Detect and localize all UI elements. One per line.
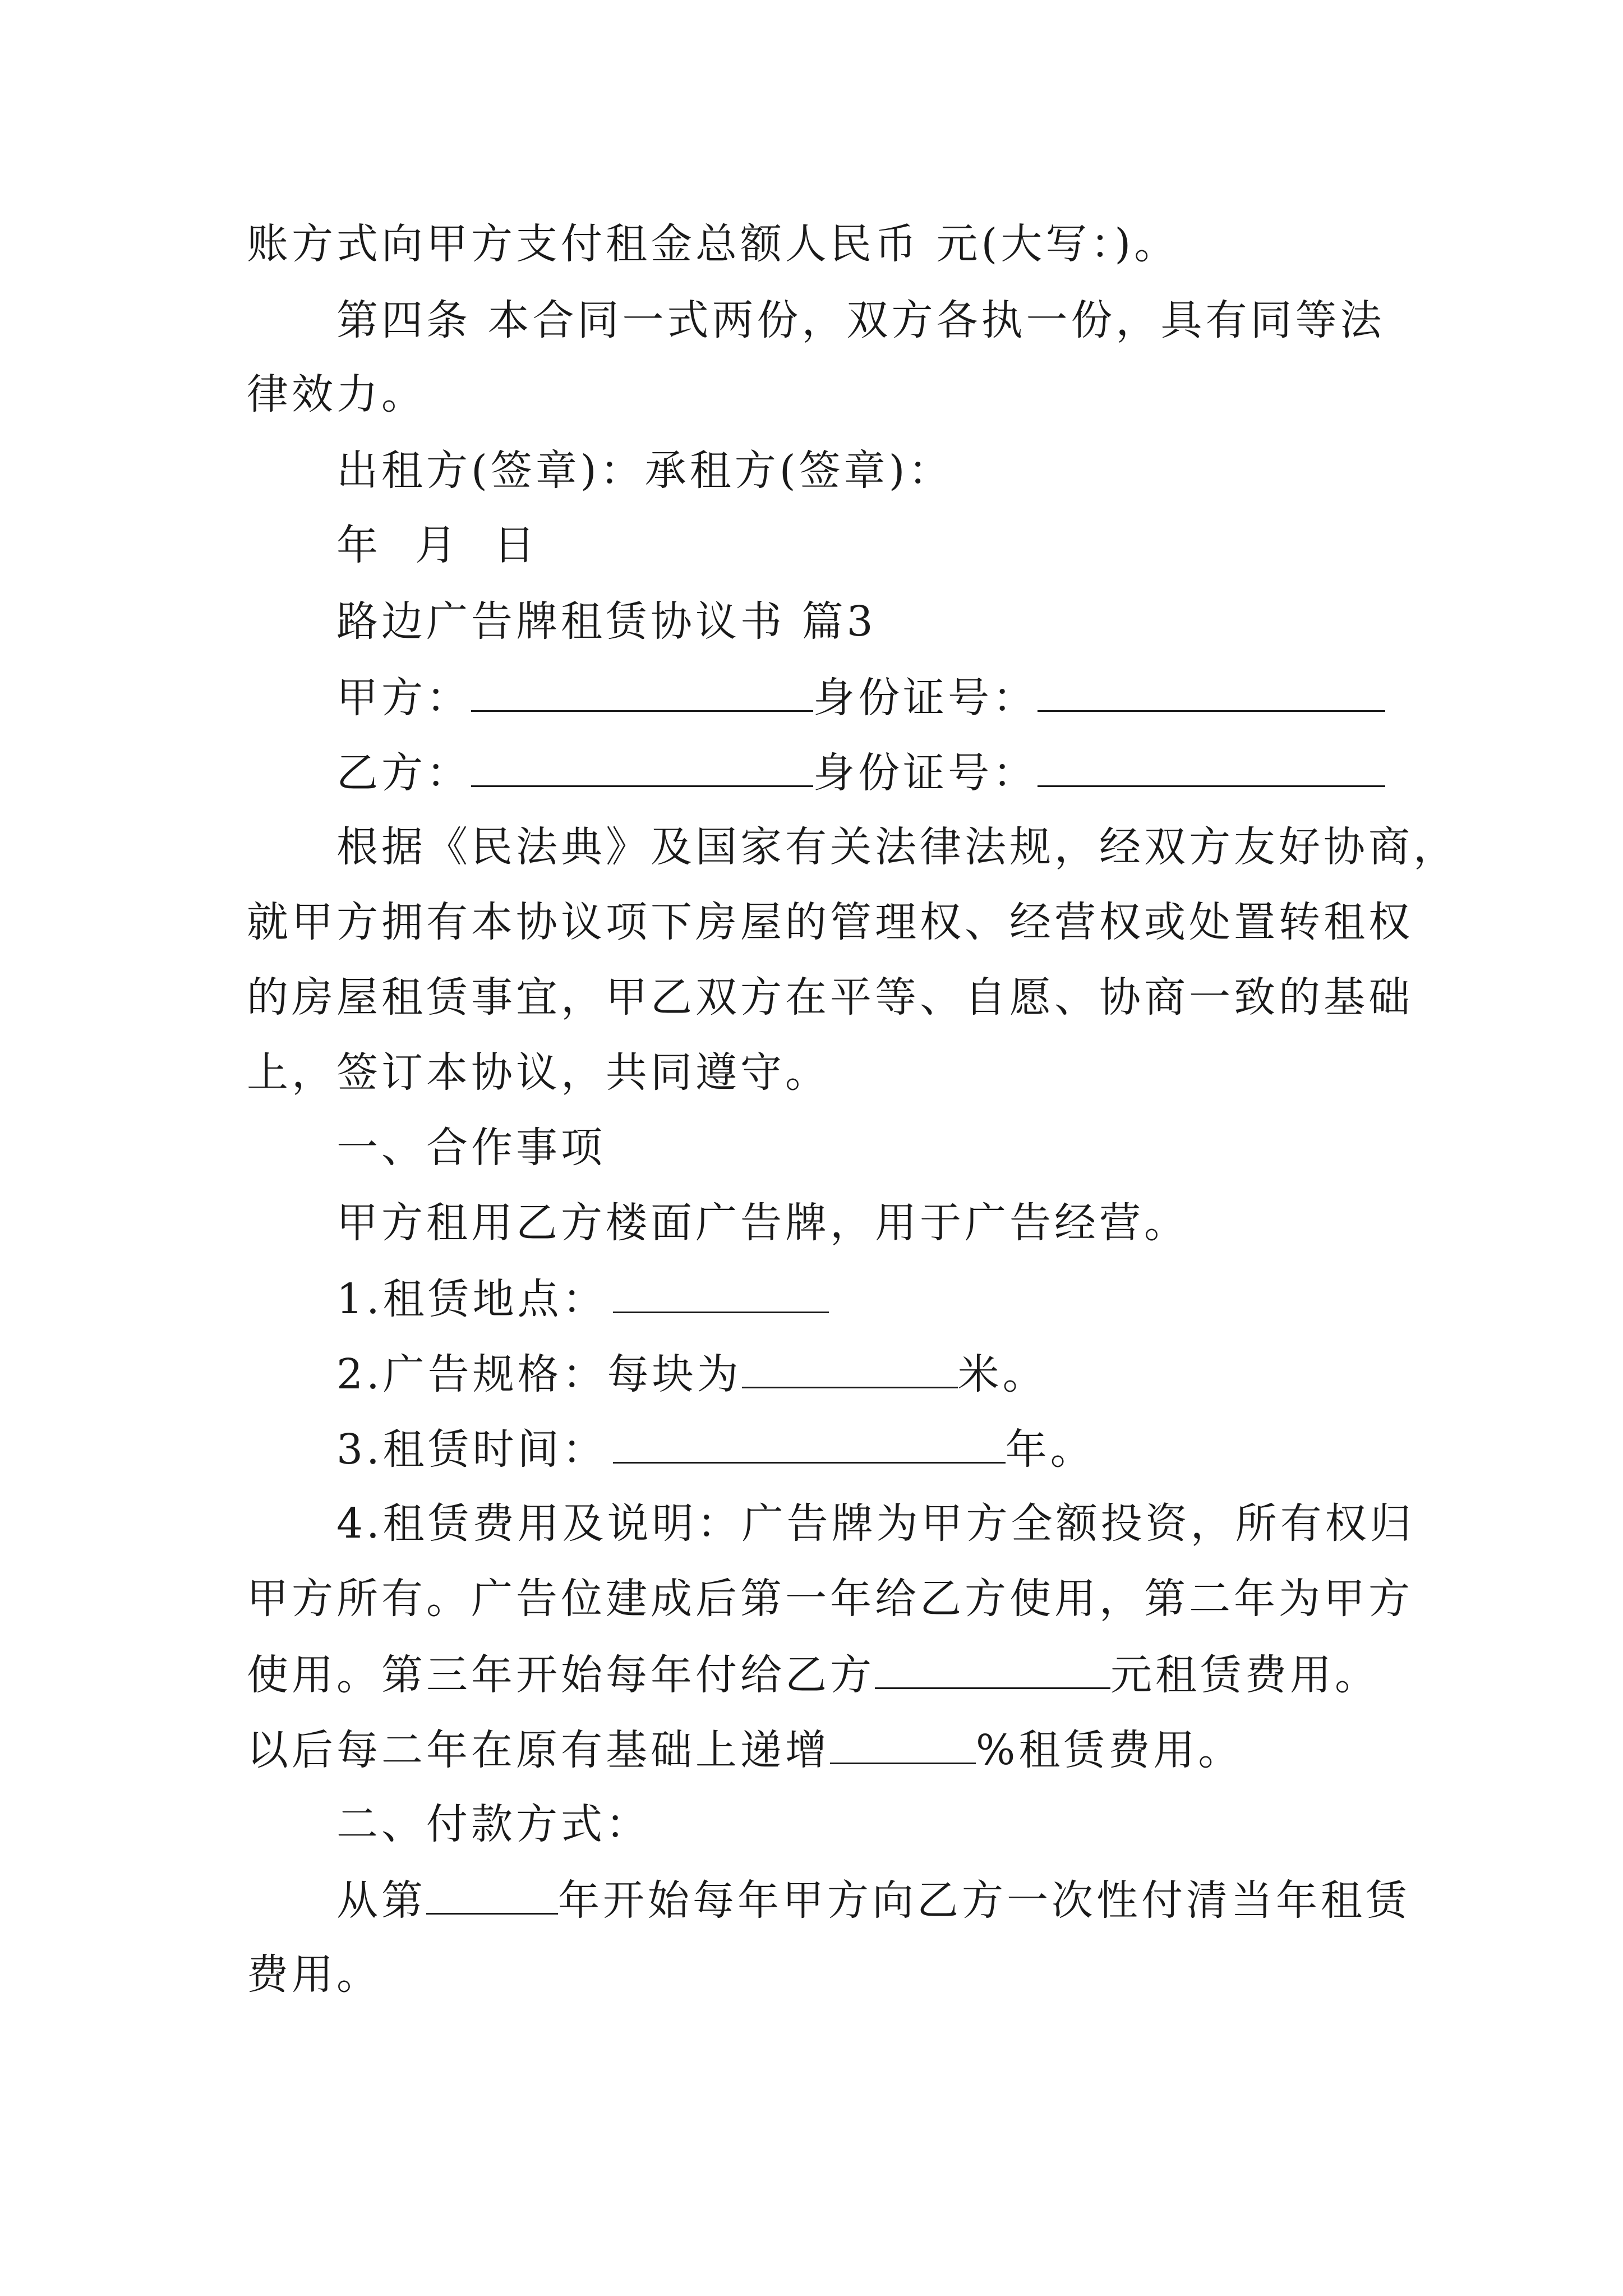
ad-spec-blank <box>742 1345 958 1388</box>
text: %租赁费用。 <box>976 1726 1243 1774</box>
rental-time-blank <box>613 1420 1006 1464</box>
section-heading <box>336 1120 606 1176</box>
text: 元租赁费用。 <box>1110 1651 1380 1699</box>
item-4-line <box>336 1496 1415 1552</box>
text-line <box>247 366 426 422</box>
text: 出租方(签章)：承租方(签章)： <box>336 447 953 495</box>
text-line <box>247 1646 1380 1702</box>
text: 甲方租用乙方楼面广告牌，用于广告经营。 <box>336 1199 1189 1247</box>
text-line <box>247 1721 1243 1777</box>
item-3-line <box>336 1420 1095 1476</box>
text: 一、合作事项 <box>336 1124 606 1172</box>
item-1-line <box>336 1270 829 1326</box>
party-a-label: 甲方： <box>336 674 471 722</box>
signature-line <box>336 443 953 499</box>
ad-spec-label: 2.广告规格：每块为 <box>336 1350 742 1398</box>
text: 路边广告牌租赁协议书 篇3 <box>336 597 877 646</box>
text-line <box>247 1571 1413 1627</box>
text: 二、付款方式： <box>336 1800 651 1848</box>
text-line <box>247 969 1413 1025</box>
text: 第四条 本合同一式两份，双方各执一份，具有同等法 <box>336 296 1385 344</box>
section-heading <box>336 1796 651 1852</box>
text-line <box>247 216 1179 272</box>
text: 以后每二年在原有基础上递增 <box>247 1726 830 1774</box>
article-4-line <box>336 292 1385 348</box>
text: 米。 <box>957 1350 1048 1398</box>
rental-fee-blank <box>875 1646 1110 1689</box>
id-number-label: 身份证号： <box>813 749 1038 797</box>
rental-location-label: 1.租赁地点： <box>336 1275 607 1323</box>
text: 年开始每年甲方向乙方一次性付清当年租赁 <box>558 1876 1410 1925</box>
start-year-blank <box>426 1871 558 1915</box>
text: 从第 <box>336 1876 426 1925</box>
id-number-label: 身份证号： <box>813 674 1038 722</box>
increase-rate-blank <box>830 1721 976 1764</box>
id-number-blank <box>1038 744 1385 787</box>
rental-time-label: 3.租赁时间： <box>336 1425 607 1474</box>
year-label: 年 <box>336 521 381 569</box>
rental-location-blank <box>613 1270 829 1313</box>
text-line <box>336 1195 1189 1251</box>
id-number-blank <box>1038 669 1385 712</box>
text: 4.租赁费用及说明：广告牌为甲方全额投资，所有权归 <box>336 1499 1415 1548</box>
text: 的房屋租赁事宜，甲乙双方在平等、自愿、协商一致的基础 <box>247 973 1413 1022</box>
text: 使用。第三年开始每年付给乙方 <box>247 1651 875 1699</box>
text-line <box>336 819 1458 875</box>
text-line <box>247 894 1413 950</box>
party-b-blank <box>471 744 813 787</box>
date-line <box>336 517 538 573</box>
text: 甲方所有。广告位建成后第一年给乙方使用，第二年为甲方 <box>247 1575 1413 1623</box>
text: 根据《民法典》及国家有关法律法规，经双方友好协商， <box>336 823 1458 871</box>
party-b-label: 乙方： <box>336 749 471 797</box>
item-2-line <box>336 1345 1048 1401</box>
party-b-line <box>336 744 1385 800</box>
text-line <box>336 1871 1410 1927</box>
text: 就甲方拥有本协议项下房屋的管理权、经营权或处置转租权 <box>247 898 1413 946</box>
text-line <box>247 1045 830 1101</box>
text: 律效力。 <box>247 370 426 418</box>
party-a-line <box>336 669 1385 725</box>
party-a-blank <box>471 669 813 712</box>
text: 费用。 <box>247 1950 381 1999</box>
month-label: 月 <box>415 521 460 569</box>
text: 上，签订本协议，共同遵守。 <box>247 1048 830 1097</box>
text: 账方式向甲方支付租金总额人民币 元(大写：)。 <box>247 220 1179 268</box>
text-line <box>247 1947 381 2003</box>
text: 年。 <box>1005 1425 1095 1474</box>
section-heading <box>336 593 877 650</box>
day-label: 日 <box>494 521 538 569</box>
